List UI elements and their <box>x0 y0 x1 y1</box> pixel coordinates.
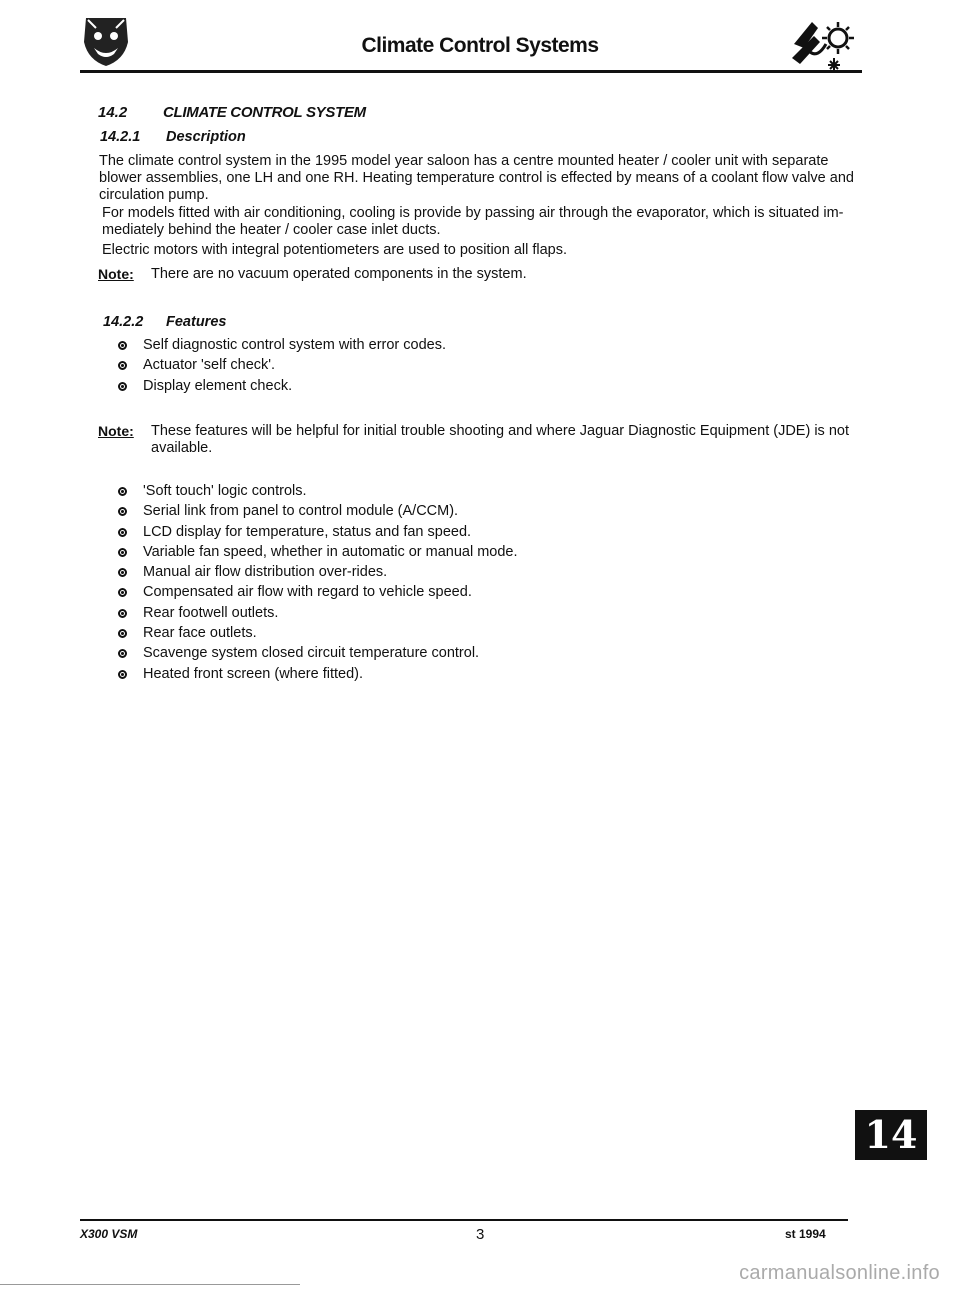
description-paragraph-1: The climate control system in the 1995 model year saloon has a centre mounted heater / cooler unit with separate blower assemblies, one LH and one RH. Heating temperature control is effected by means of a coolant flow valve and circulation pump. <box>99 153 854 203</box>
description-title: Description <box>166 129 246 145</box>
note-text: There are no vacuum operated components in the system. <box>151 266 527 282</box>
page-header-title: Climate Control Systems <box>361 34 599 57</box>
footer-date: st 1994 <box>785 1227 826 1241</box>
list-item: LCD display for temperature, status and fan speed. <box>143 522 843 542</box>
page-number: 3 <box>476 1226 485 1243</box>
description-paragraph-2: For models fitted with air conditioning, cooling is provide by passing air through the evaporator, which is situated im-mediately behind the heater / cooler case inlet ducts. <box>102 205 844 238</box>
list-item: Rear footwell outlets. <box>143 603 843 623</box>
features-title: Features <box>166 314 227 330</box>
features-list-1 <box>143 335 843 396</box>
bullet-icon <box>118 568 127 577</box>
note-text: These features will be helpful for initial trouble shooting and where Jaguar Diagnostic Equipment (JDE) is not available. <box>151 423 849 456</box>
note-label: Note: <box>98 423 134 439</box>
list-item: Serial link from panel to control module (A/CCM). <box>143 501 843 521</box>
list-item: Display element check. <box>143 376 843 396</box>
bullet-icon <box>118 670 127 679</box>
list-item: Rear face outlets. <box>143 623 843 643</box>
description-number: 14.2.1 <box>100 129 141 145</box>
description-paragraph-3: Electric motors with integral potentiometers are used to position all flaps. <box>102 242 568 258</box>
list-item: Scavenge system closed circuit temperature control. <box>143 643 843 663</box>
bullet-icon <box>118 588 127 597</box>
list-item: Variable fan speed, whether in automatic or manual mode. <box>143 542 843 562</box>
features-list-2 <box>143 481 843 684</box>
bullet-icon <box>118 548 127 557</box>
bullet-icon <box>118 649 127 658</box>
bullet-icon <box>118 382 127 391</box>
list-item: Actuator 'self check'. <box>143 355 843 375</box>
bullet-icon <box>118 629 127 638</box>
bullet-icon <box>118 361 127 370</box>
section-tab: 14 <box>855 1110 927 1160</box>
footer-rule <box>80 1219 848 1221</box>
list-item: Manual air flow distribution over-rides. <box>143 562 843 582</box>
features-number: 14.2.2 <box>103 314 144 330</box>
bullet-icon <box>118 341 127 350</box>
section-number: 14.2 <box>98 104 128 121</box>
bullet-icon <box>118 487 127 496</box>
bullet-icon <box>118 609 127 618</box>
watermark: carmanualsonline.info <box>739 1262 940 1284</box>
section-title: CLIMATE CONTROL SYSTEM <box>163 104 366 121</box>
note-label: Note: <box>98 266 134 282</box>
climate-system-icon <box>788 14 858 74</box>
bullet-icon <box>118 507 127 516</box>
list-item: Compensated air flow with regard to vehicle speed. <box>143 582 843 602</box>
list-item: 'Soft touch' logic controls. <box>143 481 843 501</box>
bullet-icon <box>118 528 127 537</box>
bottom-divider <box>0 1284 300 1285</box>
footer-document-code: X300 VSM <box>80 1227 138 1241</box>
list-item: Heated front screen (where fitted). <box>143 664 843 684</box>
header-rule <box>80 70 862 73</box>
list-item: Self diagnostic control system with error codes. <box>143 335 843 355</box>
